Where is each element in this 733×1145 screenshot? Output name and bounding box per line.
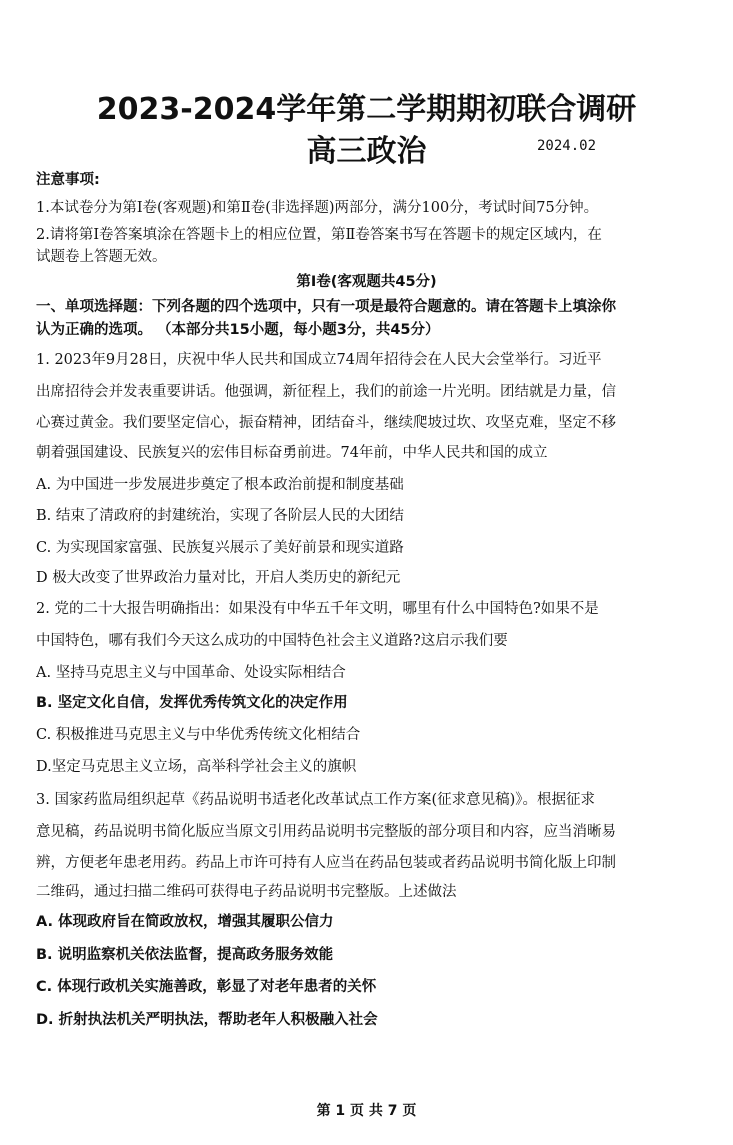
- question-stem-line: 朝着强国建设、民族复兴的宏伟目标奋勇前进。74年前，中华人民共和国的成立: [36, 445, 548, 461]
- question-option: D. 折射执法机关严明执法，帮助老年人积极融入社会: [36, 1012, 378, 1028]
- question-stem-line: 中国特色，哪有我们今天这么成功的中国特色社会主义道路?这启示我们要: [36, 633, 508, 649]
- notice-heading: 注意事项:: [36, 172, 100, 188]
- exam-date: 2024.02: [537, 138, 597, 154]
- section-title: 第Ⅰ卷(客观题共45分): [296, 274, 437, 290]
- question-option: B. 坚定文化自信，发挥优秀传筑文化的决定作用: [36, 695, 348, 711]
- question-option: A. 为中国进一步发展进步奠定了根本政治前提和制度基础: [36, 477, 404, 493]
- question-stem-line: 出席招待会并发表重要讲话。他强调，新征程上，我们的前途一片光明。团结就是力量，信: [36, 384, 616, 400]
- section-instruction: 认为正确的选项。 （本部分共15小题，每小题3分，共45分）: [36, 322, 440, 338]
- question-stem-line: 意见稿，药品说明书简化版应当原文引用药品说明书完整版的部分项目和内容，应当消晰易: [36, 824, 616, 840]
- question-option: A. 体现政府旨在简政放权，增强其履职公信力: [36, 914, 334, 930]
- section-instruction: 一、单项选择题：下列各题的四个选项中，只有一项是最符合题意的。请在答题卡上填涂你: [36, 299, 616, 315]
- question-option: B. 说明监察机关依法监督，提高政务服务效能: [36, 947, 334, 963]
- exam-subject: 高三政治: [306, 134, 427, 169]
- question-option: D 极大改变了世界政治力量对比，开启人类历史的新纪元: [36, 570, 401, 586]
- question-option: D.坚定马克思主义立场，高举科学社会主义的旗帜: [36, 759, 357, 775]
- notice-item: 2.请将第Ⅰ卷答案填涂在答题卡上的相应位置，第Ⅱ卷答案书写在答题卡的规定区域内，在: [36, 227, 602, 243]
- question-option: B. 结束了清政府的封建统治，实现了各阶层人民的大团结: [36, 508, 404, 524]
- question-stem-line: 二维码，通过扫描二维码可获得电子药品说明书完整版。上述做法: [36, 884, 457, 900]
- page-number: 第 1 页 共 7 页: [316, 1103, 417, 1119]
- question-option: C. 积极推进马克思主义与中华优秀传统文化相结合: [36, 727, 361, 743]
- question-stem-line: 2. 党的二十大报告明确指出：如果没有中华五千年文明，哪里有什么中国特色?如果不是: [36, 601, 599, 617]
- exam-subject-row: [0, 126, 733, 170]
- question-stem-line: 1. 2023年9月28日，庆祝中华人民共和国成立74周年招待会在人民大会堂举行。习近平: [36, 352, 602, 368]
- question-stem-line: 3. 国家药监局组织起草《药品说明书适老化改革试点工作方案(征求意见稿)》。根据征求: [36, 792, 596, 808]
- exam-title: 2023-2024学年第二学期期初联合调研: [96, 92, 637, 127]
- question-stem-line: 辨，方便老年患老用药。药品上市许可持有人应当在药品包装或者药品说明书简化版上印制: [36, 855, 616, 871]
- question-option: C. 为实现国家富强、民族复兴展示了美好前景和现实道路: [36, 540, 404, 556]
- question-option: A. 坚持马克思主义与中国革命、处设实际相结合: [36, 665, 346, 681]
- question-option: C. 体现行政机关实施善政，彰显了对老年患者的关怀: [36, 979, 377, 995]
- notice-item: 1.本试卷分为第Ⅰ卷(客观题)和第Ⅱ卷(非选择题)两部分，满分100分，考试时间75分钟。: [36, 200, 599, 216]
- question-stem-line: 心赛过黄金。我们要坚定信心，振奋精神，团结奋斗，继续爬坡过坎、攻坚克难，坚定不移: [36, 415, 616, 431]
- notice-item: 试题卷上答题无效。: [36, 249, 167, 265]
